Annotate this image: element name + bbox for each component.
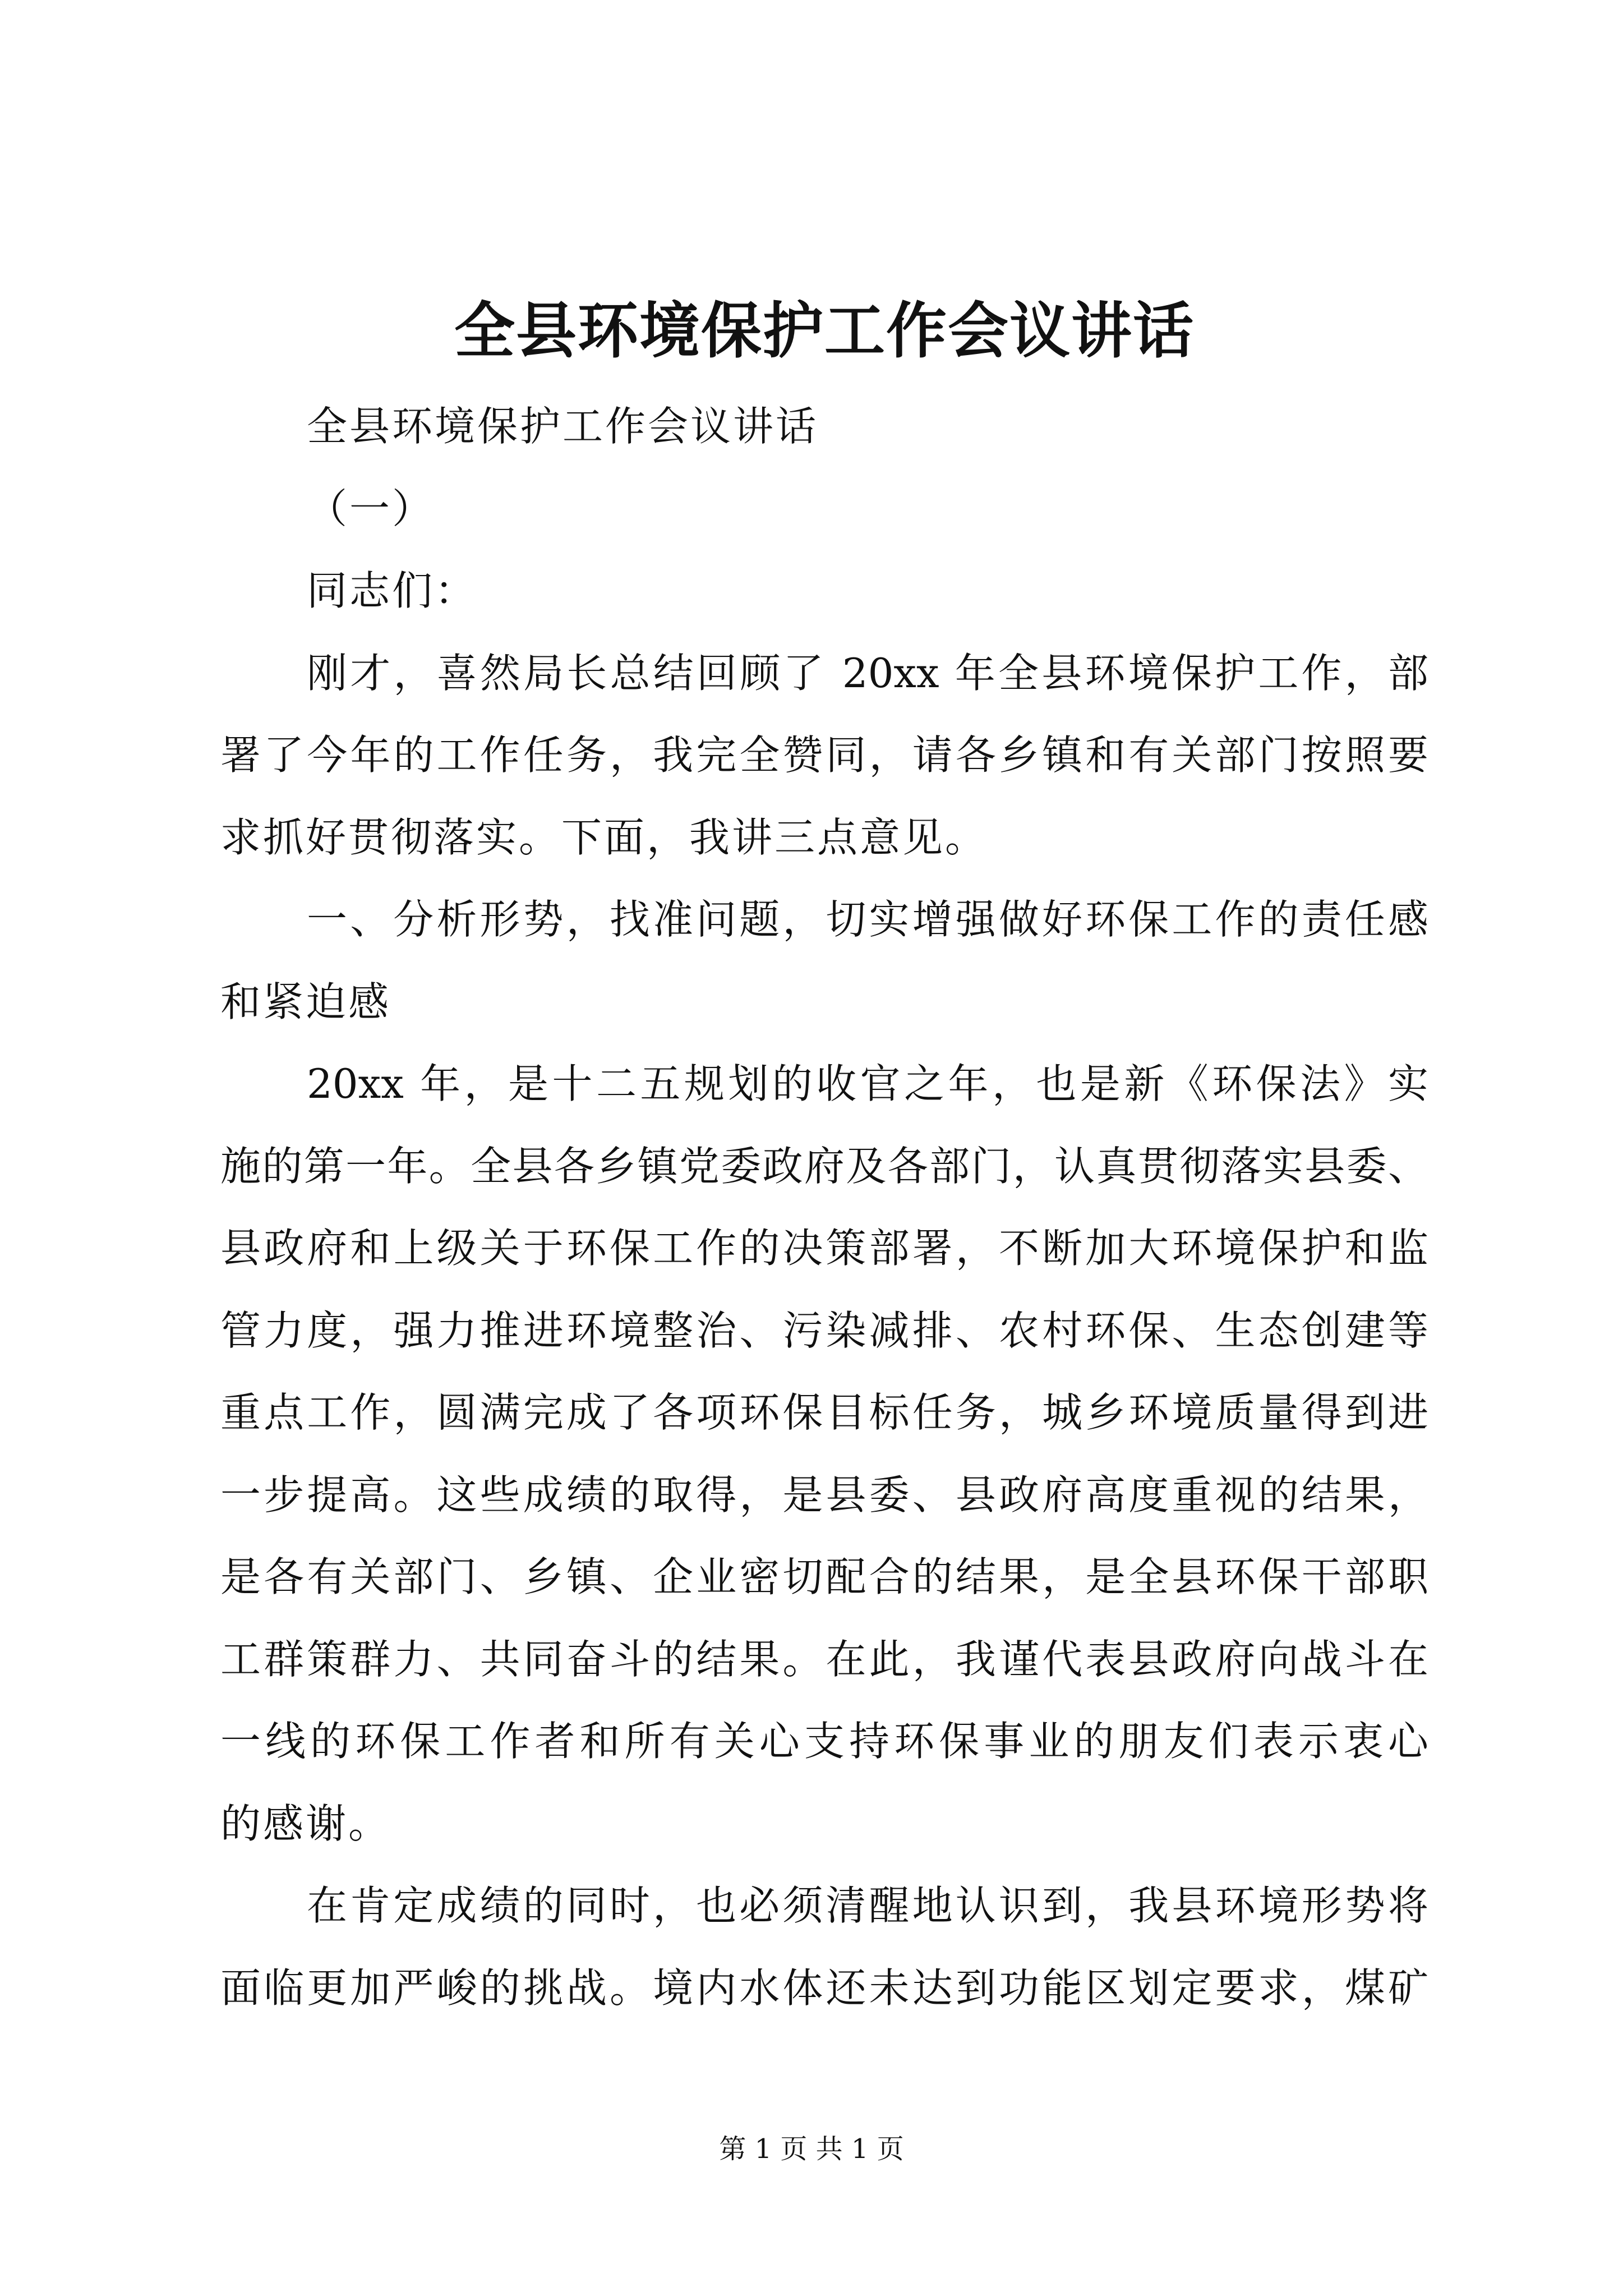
text-line: 同志们： bbox=[307, 567, 478, 614]
document-body bbox=[220, 385, 1428, 2029]
text-line: 一、分析形势，找准问题，切实增强做好环保工作的责任感 bbox=[307, 896, 1428, 943]
text-line: 全县环境保护工作会议讲话 bbox=[307, 403, 819, 450]
text-line: 求抓好贯彻落实。下面，我讲三点意见。 bbox=[220, 813, 988, 861]
text-line: 一线的环保工作者和所有关心支持环保事业的朋友们表示衷心 bbox=[220, 1718, 1428, 1765]
text-line: 施的第一年。全县各乡镇党委政府及各部门，认真贯彻落实县委、 bbox=[220, 1142, 1428, 1190]
text-line: 面临更加严峻的挑战。境内水体还未达到功能区划定要求，煤矿 bbox=[220, 1964, 1428, 2012]
paragraph-salutation bbox=[220, 550, 1428, 632]
text-line: 的感谢。 bbox=[220, 1800, 391, 1847]
text-line: 署了今年的工作任务，我完全赞同，请各乡镇和有关部门按照要 bbox=[220, 731, 1428, 779]
text-line: 重点工作，圆满完成了各项环保目标任务，城乡环境质量得到进 bbox=[220, 1389, 1428, 1436]
paragraph bbox=[220, 1043, 1428, 1865]
text-line: 工群策群力、共同奋斗的结果。在此，我谨代表县政府向战斗在 bbox=[220, 1635, 1428, 1683]
paragraph bbox=[220, 1865, 1428, 2029]
paragraph bbox=[220, 632, 1428, 879]
text-line: 管力度，强力推进环境整治、污染减排、农村环保、生态创建等 bbox=[220, 1306, 1428, 1354]
paragraph-subtitle bbox=[220, 385, 1428, 468]
text-line: 20xx 年，是十二五规划的收官之年，也是新《环保法》实 bbox=[307, 1060, 1428, 1107]
text-line: 县政府和上级关于环保工作的决策部署，不断加大环境保护和监 bbox=[220, 1225, 1428, 1272]
paragraph-section-number bbox=[220, 468, 1428, 550]
page-footer: 第 1 页 共 1 页 bbox=[719, 2133, 904, 2165]
text-line: 是各有关部门、乡镇、企业密切配合的结果，是全县环保干部职 bbox=[220, 1553, 1428, 1600]
section-heading bbox=[220, 878, 1428, 1043]
text-line: 一步提高。这些成绩的取得，是县委、县政府高度重视的结果， bbox=[220, 1471, 1428, 1519]
text-line: 在肯定成绩的同时，也必须清醒地认识到，我县环境形势将 bbox=[307, 1882, 1428, 1929]
text-line: （一） bbox=[307, 485, 435, 532]
text-line: 刚才，喜然局长总结回顾了 20xx 年全县环境保护工作，部 bbox=[307, 649, 1428, 697]
text-line: 和紧迫感 bbox=[220, 978, 391, 1025]
document-title: 全县环境保护工作会议讲话 bbox=[454, 296, 1195, 366]
